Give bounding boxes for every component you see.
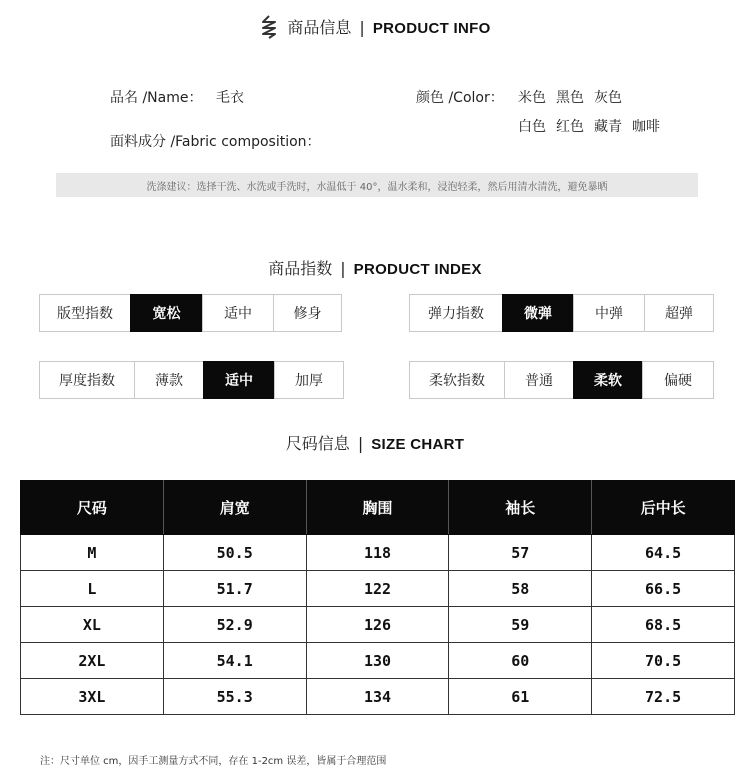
elastic-option-super: 超弹 [644, 294, 714, 332]
title-separator: | [340, 259, 346, 278]
care-instructions-bar [56, 173, 698, 197]
table-cell: 59 [449, 607, 592, 643]
table-cell: L [21, 571, 164, 607]
color-option: 藏青 [594, 119, 622, 135]
title-separator: | [357, 434, 364, 453]
thickness-option-thick: 加厚 [274, 361, 344, 399]
fit-option-slim: 修身 [273, 294, 342, 332]
table-row [21, 607, 735, 643]
title-separator: | [359, 18, 365, 37]
name-label: 品名 /Name： [110, 90, 203, 106]
table-cell: 66.5 [592, 571, 735, 607]
color-option: 红色 [556, 119, 584, 135]
table-cell: 58 [449, 571, 592, 607]
size-chart-title-en: SIZE CHART [371, 436, 465, 453]
color-list-row-2 [518, 116, 670, 136]
product-index-title [0, 256, 750, 279]
table-cell: 60 [449, 643, 592, 679]
color-option: 咖啡 [632, 119, 660, 135]
fit-option-loose: 宽松 [130, 294, 203, 332]
table-cell: 2XL [21, 643, 164, 679]
table-cell: 50.5 [163, 535, 306, 571]
size-chart-title-cn: 尺码信息 [285, 434, 350, 453]
column-header: 后中长 [592, 481, 735, 535]
column-header: 袖长 [449, 481, 592, 535]
table-row [21, 643, 735, 679]
thickness-index-group [39, 361, 344, 399]
table-cell: 61 [449, 679, 592, 715]
table-cell: 70.5 [592, 643, 735, 679]
table-row [21, 679, 735, 715]
hanger-logo-icon [259, 14, 279, 40]
table-row [21, 535, 735, 571]
table-cell: 64.5 [592, 535, 735, 571]
softness-index-group [409, 361, 714, 399]
table-row [21, 571, 735, 607]
table-cell: 126 [306, 607, 449, 643]
fit-option-regular: 适中 [202, 294, 274, 332]
product-info-title [0, 14, 750, 40]
softness-index-label: 柔软指数 [409, 361, 505, 399]
table-cell: 3XL [21, 679, 164, 715]
measurement-note: 注：尺寸单位 cm，因手工测量方式不同，存在 1-2cm 误差，皆属于合理范围 [40, 756, 387, 767]
column-header: 尺码 [21, 481, 164, 535]
product-info-title-cn: 商品信息 [287, 18, 352, 37]
size-chart-title [0, 431, 750, 454]
softness-option-normal: 普通 [504, 361, 574, 399]
name-value: 毛衣 [216, 90, 244, 106]
product-info-title-en: PRODUCT INFO [372, 20, 491, 37]
elastic-option-slight: 微弹 [502, 294, 574, 332]
thickness-option-thin: 薄款 [134, 361, 204, 399]
color-option: 灰色 [594, 90, 622, 106]
table-cell: 52.9 [163, 607, 306, 643]
table-cell: 55.3 [163, 679, 306, 715]
table-cell: 134 [306, 679, 449, 715]
table-cell: 130 [306, 643, 449, 679]
table-cell: 118 [306, 535, 449, 571]
color-option: 黑色 [556, 90, 584, 106]
table-header-row [21, 481, 735, 535]
softness-option-hard: 偏硬 [642, 361, 714, 399]
product-index-title-en: PRODUCT INDEX [353, 261, 482, 278]
fit-index-group [39, 294, 342, 332]
elastic-index-label: 弹力指数 [409, 294, 503, 332]
color-option: 白色 [518, 119, 546, 135]
softness-option-soft: 柔软 [573, 361, 643, 399]
product-index-title-cn: 商品指数 [268, 259, 333, 278]
table-cell: 54.1 [163, 643, 306, 679]
size-chart-table [20, 480, 735, 715]
table-cell: 68.5 [592, 607, 735, 643]
table-cell: 122 [306, 571, 449, 607]
table-cell: M [21, 535, 164, 571]
color-list-row-1 [518, 87, 632, 107]
thickness-option-medium: 适中 [203, 361, 275, 399]
color-option: 米色 [518, 90, 546, 106]
elastic-option-medium: 中弹 [573, 294, 645, 332]
table-cell: 57 [449, 535, 592, 571]
color-label: 颜色 /Color： [416, 90, 504, 106]
fabric-label: 面料成分 /Fabric composition： [110, 134, 321, 150]
fit-index-label: 版型指数 [39, 294, 131, 332]
column-header: 肩宽 [163, 481, 306, 535]
table-cell: 51.7 [163, 571, 306, 607]
table-cell: XL [21, 607, 164, 643]
care-instructions-text: 洗涤建议：选择干洗、水洗或手洗时，水温低于 40°，温水柔和，浸泡轻柔，然后用清水清洗，避免暴晒 [146, 182, 608, 193]
column-header: 胸围 [306, 481, 449, 535]
table-cell: 72.5 [592, 679, 735, 715]
thickness-index-label: 厚度指数 [39, 361, 135, 399]
elastic-index-group [409, 294, 714, 332]
